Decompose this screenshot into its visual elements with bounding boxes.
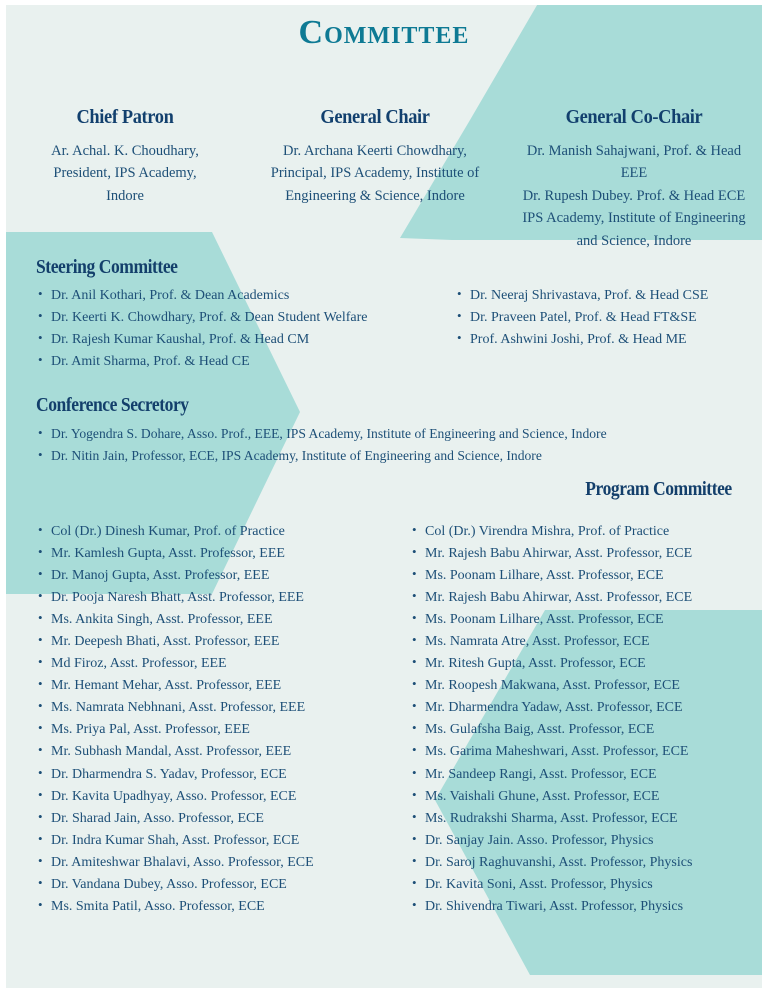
list-item: • Dr. Vandana Dubey, Asso. Professor, ECE (36, 874, 396, 896)
list-item: • Dr. Kavita Soni, Asst. Professor, Physics (410, 874, 755, 896)
list-item: • Ms. Namrata Nebhnani, Asst. Professor, EEE (36, 697, 396, 719)
role-line: President, IPS Academy, (53, 165, 197, 182)
list-item: • Ms. Garima Maheshwari, Asst. Professor, ECE (410, 741, 755, 763)
list-item: • Dr. Neeraj Shrivastava, Prof. & Head CSE (455, 285, 740, 307)
role-line: Engineering & Science, Indore (285, 187, 465, 204)
conference-secretory-list (36, 423, 736, 467)
list-item: • Mr. Roopesh Makwana, Asst. Professor, ECE (410, 675, 755, 697)
list-item: • Dr. Sharad Jain, Asso. Professor, ECE (36, 808, 396, 830)
list-item: • Mr. Deepesh Bhati, Asst. Professor, EEE (36, 631, 396, 653)
list-item: • Ms. Rudrakshi Sharma, Asst. Professor, ECE (410, 808, 755, 830)
program-committee-heading: Program Committee (585, 479, 732, 500)
steering-committee-right-list (455, 285, 740, 351)
list-item: • Dr. Amit Sharma, Prof. & Head CE (36, 351, 411, 373)
role-body (12, 140, 238, 207)
steering-committee-left-list (36, 285, 411, 373)
list-item: • Mr. Rajesh Babu Ahirwar, Asst. Professor, ECE (410, 587, 755, 609)
conference-secretory-heading: Conference Secretory (36, 395, 189, 416)
list-item: • Ms. Poonam Lilhare, Asst. Professor, ECE (410, 609, 755, 631)
leadership-general-chair (250, 106, 500, 252)
leadership-row (0, 106, 768, 252)
list-item: • Dr. Sanjay Jain. Asso. Professor, Physics (410, 830, 755, 852)
list-item: • Dr. Dharmendra S. Yadav, Professor, ECE (36, 764, 396, 786)
list-item: • Dr. Nitin Jain, Professor, ECE, IPS Academy, Institute of Engineering and Science, Indore (36, 445, 736, 467)
list-item: • Col (Dr.) Dinesh Kumar, Prof. of Practice (36, 521, 396, 543)
list-item: • Mr. Hemant Mehar, Asst. Professor, EEE (36, 675, 396, 697)
role-line: Ar. Achal. K. Choudhary, (51, 143, 199, 159)
role-title: General Chair (320, 106, 430, 128)
role-line: Indore (106, 187, 144, 204)
program-committee-left-list (36, 521, 396, 918)
list-item: • Dr. Kavita Upadhyay, Asso. Professor, ECE (36, 786, 396, 808)
steering-committee-heading: Steering Committee (36, 257, 178, 278)
list-item: • Ms. Priya Pal, Asst. Professor, EEE (36, 719, 396, 741)
list-item: • Mr. Subhash Mandal, Asst. Professor, EEE (36, 741, 396, 763)
list-item: • Ms. Poonam Lilhare, Asst. Professor, ECE (410, 565, 755, 587)
list-item: • Ms. Smita Patil, Asso. Professor, ECE (36, 896, 396, 918)
list-item: • Col (Dr.) Virendra Mishra, Prof. of Practice (410, 521, 755, 543)
list-item: • Prof. Ashwini Joshi, Prof. & Head ME (455, 329, 740, 351)
list-item: • Dr. Yogendra S. Dohare, Asso. Prof., EEE, IPS Academy, Institute of Engineering and Science, Indore (36, 423, 736, 445)
list-item: • Mr. Sandeep Rangi, Asst. Professor, ECE (410, 764, 755, 786)
role-title: Chief Patron (76, 106, 174, 128)
list-item: • Dr. Keerti K. Chowdhary, Prof. & Dean Student Welfare (36, 307, 411, 329)
role-title: General Co-Chair (565, 106, 703, 128)
list-item: • Dr. Pooja Naresh Bhatt, Asst. Professor, EEE (36, 587, 396, 609)
role-line: IPS Academy, Institute of Engineering (522, 210, 746, 227)
list-item: • Dr. Shivendra Tiwari, Asst. Professor, Physics (410, 896, 755, 918)
list-item: • Md Firoz, Asst. Professor, EEE (36, 653, 396, 675)
list-item: • Ms. Vaishali Ghune, Asst. Professor, ECE (410, 786, 755, 808)
leadership-chief-patron (0, 106, 250, 252)
list-item: • Dr. Saroj Raghuvanshi, Asst. Professor, Physics (410, 852, 755, 874)
page-title: Committee (298, 14, 470, 51)
role-body (514, 140, 754, 252)
list-item: • Mr. Rajesh Babu Ahirwar, Asst. Professor, ECE (410, 543, 755, 565)
role-line: Dr. Manish Sahajwani, Prof. & Head EEE (526, 143, 742, 182)
list-item: • Dr. Manoj Gupta, Asst. Professor, EEE (36, 565, 396, 587)
list-item: • Dr. Praveen Patel, Prof. & Head FT&SE (455, 307, 740, 329)
list-item: • Dr. Indra Kumar Shah, Asst. Professor, ECE (36, 830, 396, 852)
leadership-general-co-chair (500, 106, 768, 252)
role-body (262, 140, 488, 207)
list-item: • Mr. Ritesh Gupta, Asst. Professor, ECE (410, 653, 755, 675)
list-item: • Mr. Kamlesh Gupta, Asst. Professor, EEE (36, 543, 396, 565)
role-line: Dr. Archana Keerti Chowdhary, (283, 143, 467, 159)
program-committee-right-list (410, 521, 755, 918)
list-item: • Ms. Gulafsha Baig, Asst. Professor, ECE (410, 719, 755, 741)
list-item: • Ms. Namrata Atre, Asst. Professor, ECE (410, 631, 755, 653)
list-item: • Mr. Dharmendra Yadaw, Asst. Professor, ECE (410, 697, 755, 719)
list-item: • Dr. Anil Kothari, Prof. & Dean Academics (36, 285, 411, 307)
role-line: Principal, IPS Academy, Institute of (270, 165, 480, 182)
role-line: Dr. Rupesh Dubey. Prof. & Head ECE (522, 187, 746, 204)
list-item: • Dr. Rajesh Kumar Kaushal, Prof. & Head CM (36, 329, 411, 351)
role-line: and Science, Indore (576, 232, 692, 249)
list-item: • Dr. Amiteshwar Bhalavi, Asso. Professor, ECE (36, 852, 396, 874)
list-item: • Ms. Ankita Singh, Asst. Professor, EEE (36, 609, 396, 631)
